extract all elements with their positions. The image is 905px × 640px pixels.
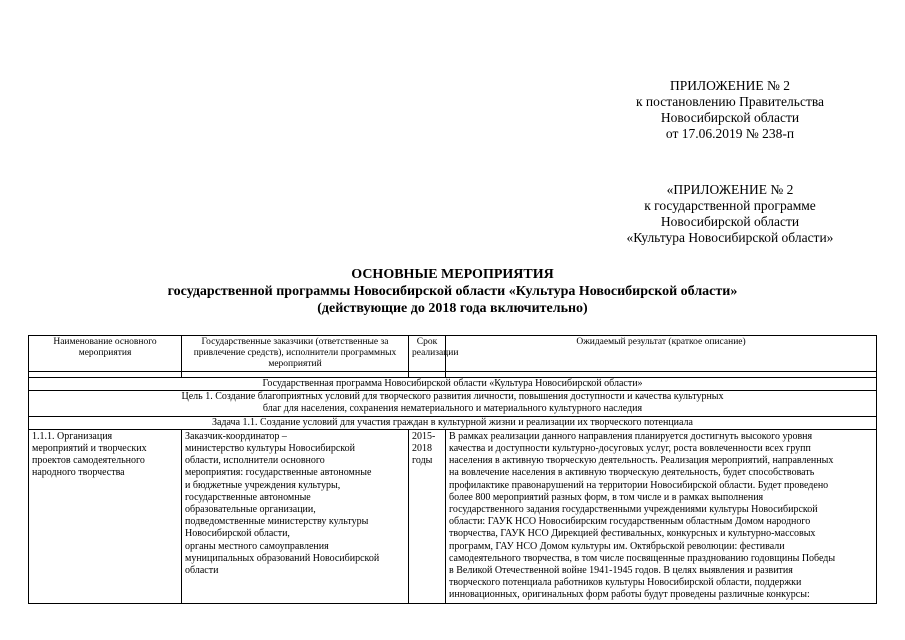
cell-line: подведомственные министерству культуры	[185, 516, 369, 528]
cell-line: области, исполнители основного	[185, 455, 325, 467]
cell-line: и бюджетные учреждения культуры,	[185, 479, 341, 491]
header-period: Срок реализации	[409, 336, 446, 372]
cell-line: качества и доступности культурно-досуговых услуг, роста вовлеченности всех групп	[449, 443, 811, 455]
appendix-line: ПРИЛОЖЕНИЕ № 2	[669, 78, 791, 93]
cell-line: самодеятельного творчества, в том числе посвященные празднованию годовщины Победы	[449, 552, 836, 564]
measures-table	[28, 335, 877, 604]
cell-line: образовательные организации,	[185, 504, 316, 516]
task-cell: Задача 1.1. Создание условий для участия граждан в культурной жизни и реализации их творческого потенциала	[29, 416, 877, 429]
program-appendix-header	[595, 182, 865, 246]
task-row	[29, 416, 877, 429]
period-cell	[409, 429, 446, 603]
cell-line: 2015-	[412, 430, 436, 442]
cell-line: мероприятий и творческих	[32, 443, 147, 455]
cell-line: государственные автономные	[185, 491, 311, 503]
table-header-row	[29, 336, 877, 372]
cell-line: творчества, ГАУК НСО Дирекцией фестивальных, конкурсных и культурно-массовых	[449, 528, 816, 540]
customers-cell	[182, 429, 409, 603]
appendix-line: «Культура Новосибирской области»	[626, 230, 834, 245]
cell-line: Заказчик-координатор –	[185, 430, 287, 442]
cell-line: 2018	[412, 443, 432, 455]
cell-line: более 800 мероприятий разных форм, в том числе и в рамках выполнения	[449, 491, 764, 503]
cell-line: творческого потенциала работников культуры Новосибирской области, поддержки	[449, 577, 802, 589]
measure-name-cell	[29, 429, 182, 603]
appendix-line: Новосибирской области	[660, 110, 800, 125]
cell-line: области: ГАУК НСО Новосибирским государственным областным Домом народного	[449, 516, 811, 528]
document-title	[0, 266, 905, 317]
goal-cell: Цель 1. Создание благоприятных условий для творческого развития личности, повышения доступности и качества культурных благ для населения, сохранения нематериального и материального культурного наследия	[29, 391, 877, 416]
appendix-line: Новосибирской области	[660, 214, 800, 229]
goal-row	[29, 391, 877, 416]
program-cell: Государственная программа Новосибирской области «Культура Новосибирской области»	[29, 378, 877, 391]
appendix-line: к государственной программе	[644, 198, 816, 213]
cell-line: профилактике правонарушений на территории Новосибирской области. Будет проведено	[449, 479, 829, 491]
cell-line: мероприятия: государственные автономные	[185, 467, 372, 479]
appendix-line: «ПРИЛОЖЕНИЕ № 2	[666, 182, 794, 197]
cell-line: на вовлечение населения в активную творческую деятельность, будет способствовать	[449, 467, 815, 479]
header-name: Наименование основного мероприятия	[29, 336, 182, 372]
cell-line: 1.1.1. Организация	[32, 430, 113, 442]
cell-line: государственного задания государственными учреждениями культуры Новосибирской	[449, 504, 818, 516]
table-row	[29, 429, 877, 603]
program-row	[29, 378, 877, 391]
cell-line: области	[185, 565, 219, 577]
title-line-3: (действующие до 2018 года включительно)	[317, 301, 588, 316]
cell-line: народного творчества	[32, 467, 125, 479]
result-cell	[446, 429, 877, 603]
header-customers: Государственные заказчики (ответственные за привлечение средств), исполнители программных мероприятий	[182, 336, 409, 372]
cell-line: министерство культуры Новосибирской	[185, 443, 355, 455]
appendix-line: от 17.06.2019 № 238-п	[665, 126, 795, 141]
header-result: Ожидаемый результат (краткое описание)	[446, 336, 877, 372]
cell-line: населения в активную творческую деятельность. Реализация мероприятий, направленных	[449, 455, 834, 467]
appendix-header	[600, 78, 860, 142]
cell-line: инновационных, оригинальных форм работы будут проведены различные конкурсы:	[449, 589, 810, 601]
appendix-line: к постановлению Правительства	[635, 94, 825, 109]
cell-line: в Великой Отечественной войне 1941-1945 годов. В целях выявления и развития	[449, 565, 793, 577]
title-line-2: государственной программы Новосибирской области «Культура Новосибирской области»	[167, 284, 738, 299]
cell-line: годы	[412, 455, 433, 467]
cell-line: В рамках реализации данного направления планируется достигнуть высокого уровня	[449, 430, 813, 442]
cell-line: Новосибирской области,	[185, 528, 290, 540]
cell-line: органы местного самоуправления	[185, 540, 329, 552]
cell-line: муниципальных образований Новосибирской	[185, 552, 380, 564]
title-line-1: ОСНОВНЫЕ МЕРОПРИЯТИЯ	[351, 267, 554, 282]
cell-line: проектов самодеятельного	[32, 455, 145, 467]
cell-line: программ, ГАУ НСО Домом культуры им. Октябрьской революции: фестивали	[449, 540, 785, 552]
